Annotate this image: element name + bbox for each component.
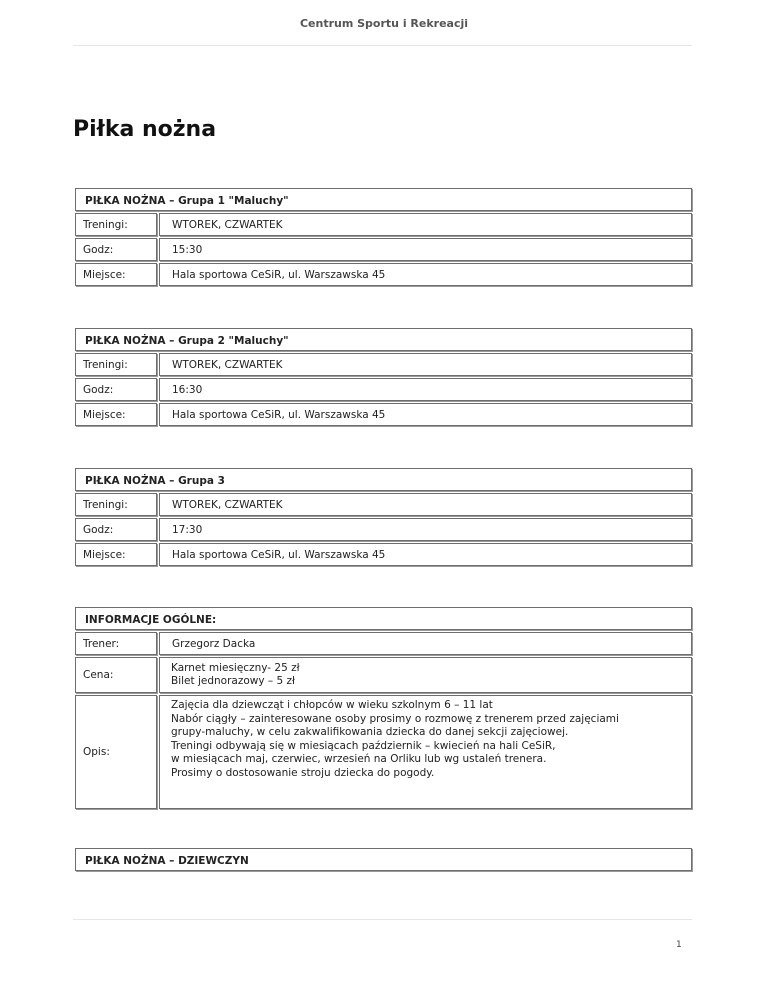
description-label: Opis: bbox=[75, 695, 157, 809]
group-3-time-value: 17:30 bbox=[159, 518, 692, 541]
girls-section-title: PIŁKA NOŻNA – DZIEWCZYN bbox=[75, 848, 692, 871]
group-1-trainings-label: Treningi: bbox=[75, 213, 157, 236]
footer-divider bbox=[73, 919, 692, 920]
price-line: Karnet miesięczny- 25 zł bbox=[171, 661, 300, 674]
description-line: Treningi odbywają się w miesiącach październik – kwiecień na hali CeSiR, bbox=[171, 739, 556, 752]
description-value bbox=[159, 695, 692, 809]
group-2-time-value: 16:30 bbox=[159, 378, 692, 401]
header-divider bbox=[73, 45, 692, 46]
site-name: Centrum Sportu i Rekreacji bbox=[299, 17, 469, 30]
description-line: w miesiącach maj, czerwiec, wrzesień na Orliku lub wg ustaleń trenera. bbox=[171, 753, 547, 765]
description-line: Nabór ciągły – zainteresowane osoby prosimy o rozmowę z trenerem przed zajęciami bbox=[171, 712, 619, 725]
price-label: Cena: bbox=[75, 657, 157, 693]
group-2-title: PIŁKA NOŻNA – Grupa 2 "Maluchy" bbox=[75, 328, 692, 351]
price-value bbox=[159, 657, 692, 693]
group-2-time-label: Godz: bbox=[75, 378, 157, 401]
group-2-trainings-label: Treningi: bbox=[75, 353, 157, 376]
page-title: Piłka nożna bbox=[73, 117, 217, 142]
group-3-title: PIŁKA NOŻNA – Grupa 3 bbox=[75, 468, 692, 491]
description-line: Prosimy o dostosowanie stroju dziecka do pogody. bbox=[171, 766, 435, 779]
price-line: Bilet jednorazowy – 5 zł bbox=[171, 675, 296, 687]
group-1-place-value: Hala sportowa CeSiR, ul. Warszawska 45 bbox=[159, 263, 692, 286]
group-1-place-label: Miejsce: bbox=[75, 263, 157, 286]
group-3-trainings-value: WTOREK, CZWARTEK bbox=[159, 493, 692, 516]
page-number: 1 bbox=[676, 940, 682, 950]
trainer-label: Trener: bbox=[75, 632, 157, 655]
trainer-value: Grzegorz Dacka bbox=[159, 632, 692, 655]
group-2-place-label: Miejsce: bbox=[75, 403, 157, 426]
group-2-place-value: Hala sportowa CeSiR, ul. Warszawska 45 bbox=[159, 403, 692, 426]
group-1-time-label: Godz: bbox=[75, 238, 157, 261]
group-2-trainings-value: WTOREK, CZWARTEK bbox=[159, 353, 692, 376]
group-1-time-value: 15:30 bbox=[159, 238, 692, 261]
group-1-title: PIŁKA NOŻNA – Grupa 1 "Maluchy" bbox=[75, 188, 692, 211]
group-3-place-value: Hala sportowa CeSiR, ul. Warszawska 45 bbox=[159, 543, 692, 566]
description-line: grupy-maluchy, w celu zakwalifikowania dziecka do danej sekcji zajęciowej. bbox=[171, 726, 569, 738]
group-3-trainings-label: Treningi: bbox=[75, 493, 157, 516]
group-3-time-label: Godz: bbox=[75, 518, 157, 541]
description-line: Zajęcia dla dziewcząt i chłopców w wieku szkolnym 6 – 11 lat bbox=[171, 699, 493, 711]
group-1-trainings-value: WTOREK, CZWARTEK bbox=[159, 213, 692, 236]
group-3-place-label: Miejsce: bbox=[75, 543, 157, 566]
info-title: INFORMACJE OGÓLNE: bbox=[75, 607, 692, 630]
